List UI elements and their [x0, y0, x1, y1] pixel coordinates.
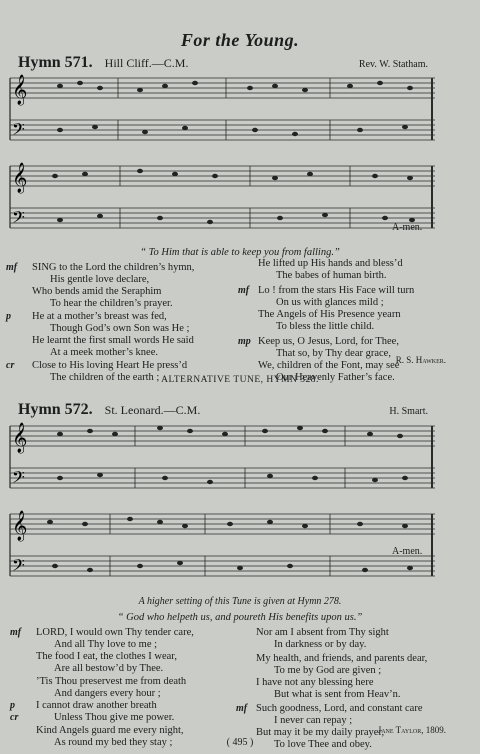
verse-line: We, children of the Font, may see — [258, 360, 400, 371]
verse-line: He learnt the first small words He said — [32, 335, 194, 346]
verse-line: Such goodness, Lord, and constant care — [256, 703, 423, 714]
hymn-571-amen: A-men. — [392, 222, 423, 233]
dynamic-mark: mf — [238, 285, 250, 296]
dynamic-mark: mf — [236, 703, 248, 714]
hymn-572-stanza-5 — [256, 653, 471, 701]
verse-line: And dangers every hour ; — [54, 688, 161, 699]
dynamic-mark: mf — [10, 627, 22, 638]
dynamic-mark: cr — [6, 360, 15, 371]
hymn-571-number: Hymn 571. — [18, 54, 93, 71]
verse-line: SING to the Lord the children’s hymn, — [32, 262, 195, 273]
hymn-572-stanza-1 — [10, 627, 251, 675]
verse-line: The babes of human birth. — [276, 270, 387, 281]
hymn-571-right-verses — [238, 258, 470, 384]
verse-line: To love Thee and obey. — [274, 739, 372, 750]
hymn-571-composer: Rev. W. Statham. — [358, 59, 428, 70]
hymn-571-stanza-2 — [6, 311, 247, 359]
hymn-571-stanza-4 — [258, 258, 470, 282]
hymn-572-stanza-2 — [36, 676, 251, 700]
verse-line: To me by God are given ; — [274, 665, 382, 676]
page-header: For the Young. — [180, 30, 300, 50]
verse-line: Our Heavenly Father’s face. — [276, 372, 395, 383]
page-number: ( 495 ) — [226, 737, 254, 748]
verse-line: To hear the children’s prayer. — [50, 298, 173, 309]
svg-text:𝄞: 𝄞 — [12, 163, 28, 193]
verse-line: At a meek mother’s knee. — [50, 347, 158, 358]
verse-line: Though God’s own Son was He ; — [50, 323, 190, 334]
verse-line: ’Tis Thou preservest me from death — [36, 676, 187, 687]
svg-text:𝄞: 𝄞 — [12, 423, 28, 453]
verse-line: But may it be my daily prayer, — [256, 727, 385, 738]
verse-line: To bless the little child. — [276, 321, 375, 332]
hymn-571-stanza-5 — [238, 285, 470, 333]
hymn-572-title — [18, 401, 200, 419]
svg-text:𝄢: 𝄢 — [12, 119, 25, 143]
hymn-572-amen: A-men. — [392, 546, 423, 557]
verse-line: That so, by Thy dear grace, — [276, 348, 391, 359]
verse-line: LORD, I would own Thy tender care, — [36, 627, 194, 638]
dynamic-mark: p — [6, 311, 11, 322]
verse-line: In darkness or by day. — [274, 639, 367, 650]
verse-line: He lifted up His hands and bless’d — [258, 258, 403, 269]
hymn-572-author: Jane Taylor, 1809. — [377, 725, 446, 735]
verse-line: On us with glances mild ; — [276, 297, 384, 308]
hymn-572-motto: “ God who helpeth us, and poureth His benefits upon us.” — [117, 612, 363, 623]
hymn-571-music-system-1 — [0, 72, 480, 158]
verse-line: Close to His loving Heart He press’d — [32, 360, 188, 371]
hymn-572-stanza-4 — [256, 627, 471, 651]
verse-line: The children of the earth ; — [50, 372, 160, 383]
verse-line: My health, and friends, and parents dear, — [256, 653, 428, 664]
verse-line: The Angels of His Presence yearn — [258, 309, 401, 320]
svg-text:𝄢: 𝄢 — [12, 467, 25, 491]
svg-text:𝄢: 𝄢 — [12, 555, 25, 579]
hymn-571-tune: Hill Cliff.—C.M. — [104, 56, 189, 70]
hymn-571-motto: “ To Him that is able to keep you from falling.” — [140, 247, 340, 258]
verse-line: Nor am I absent from Thy sight — [256, 627, 389, 638]
dynamic-mark: cr — [10, 712, 19, 723]
hymn-571-stanza-1 — [6, 262, 250, 310]
verse-line: Lo ! from the stars His Face will turn — [258, 285, 415, 296]
hymn-572-setting-note: A higher setting of this Tune is given at Hymn 278. — [138, 596, 342, 607]
verse-line: As round my bed they stay ; — [54, 737, 173, 748]
verse-line: Unless Thou give me power. — [54, 712, 175, 723]
verse-line: Are all bestow’d by Thee. — [54, 663, 164, 674]
hymn-572-stanza-2b — [10, 700, 251, 712]
hymn-572-stanza-2c — [10, 712, 251, 724]
hymn-572-music-system-1 — [0, 420, 480, 504]
hymn-572-composer: H. Smart. — [389, 406, 428, 417]
hymn-572-tune: St. Leonard.—C.M. — [104, 403, 201, 417]
verse-line: Kind Angels guard me every night, — [36, 725, 184, 736]
verse-line: The food I eat, the clothes I wear, — [36, 651, 177, 662]
dynamic-mark: mf — [6, 262, 18, 273]
dynamic-mark: mp — [238, 336, 251, 347]
verse-line: I have not any blessing here — [256, 677, 374, 688]
verse-line: But what is sent from Heav’n. — [274, 689, 401, 700]
svg-text:𝄞: 𝄞 — [12, 75, 28, 105]
hymn-572-left-verses — [10, 627, 251, 749]
svg-text:𝄢: 𝄢 — [12, 207, 25, 231]
verse-line: Who bends amid the Seraphim — [32, 286, 162, 297]
hymn-571-title — [18, 54, 188, 72]
verse-line: And all Thy love to me ; — [54, 639, 158, 650]
hymn-571-music-system-2 — [0, 160, 480, 246]
verse-line: His gentle love declare, — [50, 274, 150, 285]
verse-line: Keep us, O Jesus, Lord, for Thee, — [258, 336, 399, 347]
dynamic-mark: p — [10, 700, 15, 711]
verse-line: He at a mother’s breast was fed, — [32, 311, 167, 322]
svg-text:𝄞: 𝄞 — [12, 511, 28, 541]
verse-line: I never can repay ; — [274, 715, 353, 726]
hymn-571-author: R. S. Hawker. — [395, 355, 446, 365]
verse-line: I cannot draw another breath — [36, 700, 157, 711]
hymn-571-alternative-tune: ALTERNATIVE TUNE, HYMN 328. — [161, 375, 319, 385]
hymn-572-number: Hymn 572. — [18, 401, 93, 418]
